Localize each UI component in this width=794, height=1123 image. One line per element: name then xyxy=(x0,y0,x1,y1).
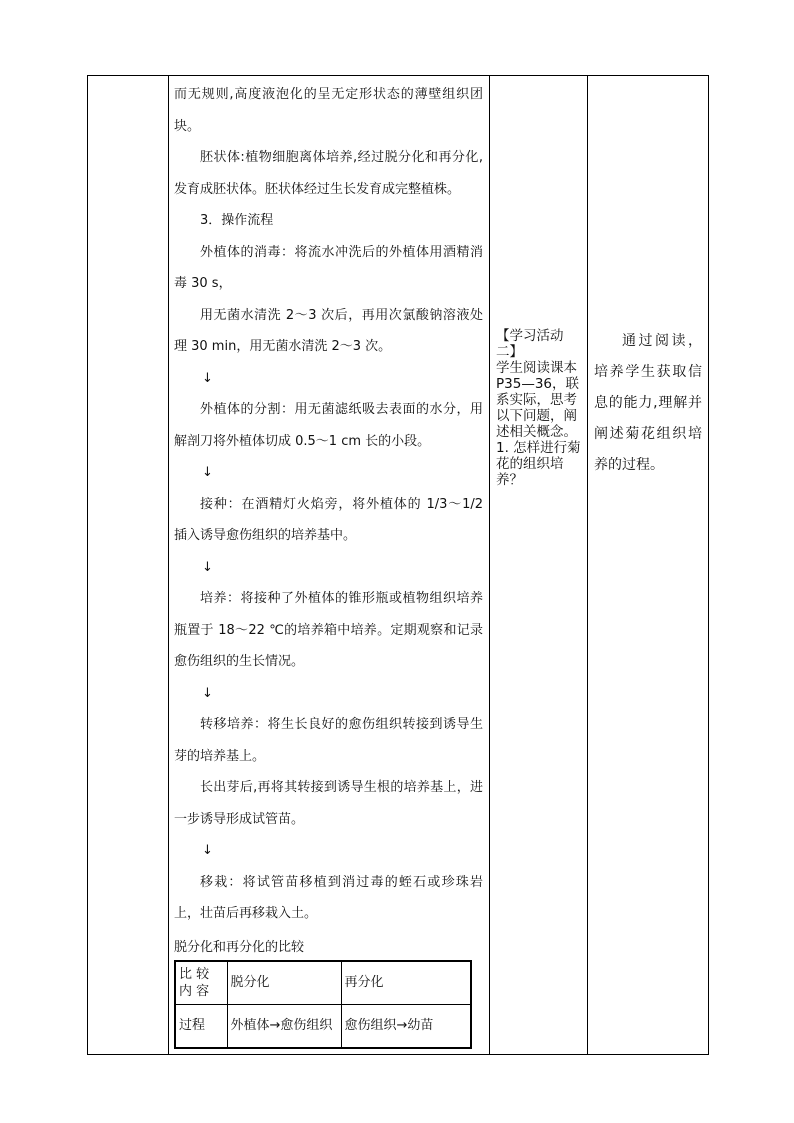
activity-column xyxy=(490,76,588,1055)
content-paragraph: 胚状体:植物细胞离体培养,经过脱分化和再分化,发育成胚状体。胚状体经过生长发育成完整植株。 xyxy=(174,150,483,197)
comparison-header-cell: 再分化 xyxy=(341,961,471,1005)
content-paragraph: 转移培养：将生长良好的愈伤组织转接到诱导生芽的培养基上。 xyxy=(174,717,483,764)
flow-arrow: ↓ xyxy=(202,370,213,386)
content-column xyxy=(169,76,490,1055)
comparison-row xyxy=(175,1004,471,1048)
comparison-cell: 愈伤组织→幼苗 xyxy=(341,1004,471,1048)
goal-column xyxy=(588,76,709,1055)
comparison-table xyxy=(174,960,472,1049)
comparison-cell: 外植体→愈伤组织 xyxy=(227,1004,341,1048)
comparison-title: 脱分化和再分化的比较 xyxy=(174,939,305,955)
design-intent xyxy=(594,326,702,481)
comparison-cell: 过程 xyxy=(175,1004,227,1048)
activity-line: 学生阅读课本 P35—36，联系实际，思考以下问题，阐述相关概念。 xyxy=(496,360,579,440)
comparison-header-row xyxy=(175,961,471,1005)
activity-title: 【学习活动二】 xyxy=(496,328,564,360)
content-paragraph: 3．操作流程 xyxy=(200,213,274,228)
content-paragraph: 外植体的分割：用无菌滤纸吸去表面的水分，用解剖刀将外植体切成 0.5～1 cm 长的小段。 xyxy=(174,402,483,449)
goal-text: 通过阅读，培养学生获取信息的能力,理解并阐述菊花组织培养的过程。 xyxy=(594,333,702,473)
content-paragraph: 培养：将接种了外植体的锥形瓶或植物组织培养瓶置于 18～22 ℃的培养箱中培养。定期观察和记录愈伤组织的生长情况。 xyxy=(174,591,483,669)
comparison-header-cell: 脱分化 xyxy=(227,961,341,1005)
content-paragraph: 而无规则,高度液泡化的呈无定形状态的薄壁组织团块。 xyxy=(174,87,483,134)
activity-line: 1. 怎样进行菊花的组织培养？ xyxy=(496,440,581,488)
content-paragraph: 接种：在酒精灯火焰旁，将外植体的 1/3～1/2 插入诱导愈伤组织的培养基中。 xyxy=(174,496,483,543)
flow-arrow: ↓ xyxy=(202,559,213,575)
flow-arrow: ↓ xyxy=(202,465,213,480)
flow-arrow: ↓ xyxy=(202,843,213,858)
flow-arrow: ↓ xyxy=(202,685,213,701)
blank-column xyxy=(88,76,169,1055)
content-paragraph: 移栽：将试管苗移植到消过毒的蛭石或珍珠岩上，壮苗后再移栽入土。 xyxy=(174,874,483,921)
comparison-header-cell: 比 较 内 容 xyxy=(175,961,227,1005)
paragraph-list xyxy=(174,79,483,930)
content-paragraph: 长出芽后,再将其转接到诱导生根的培养基上，进一步诱导形成试管苗。 xyxy=(174,780,483,827)
content-paragraph: 用无菌水清洗 2～3 次后，再用次氯酸钠溶液处理 30 min，用无菌水清洗 2～3 次。 xyxy=(174,307,483,354)
content-body xyxy=(169,76,489,1049)
lesson-plan-table xyxy=(87,75,709,1055)
learning-activity xyxy=(496,328,582,488)
content-paragraph: 外植体的消毒：将流水冲洗后的外植体用酒精消毒 30 s， xyxy=(174,244,483,291)
